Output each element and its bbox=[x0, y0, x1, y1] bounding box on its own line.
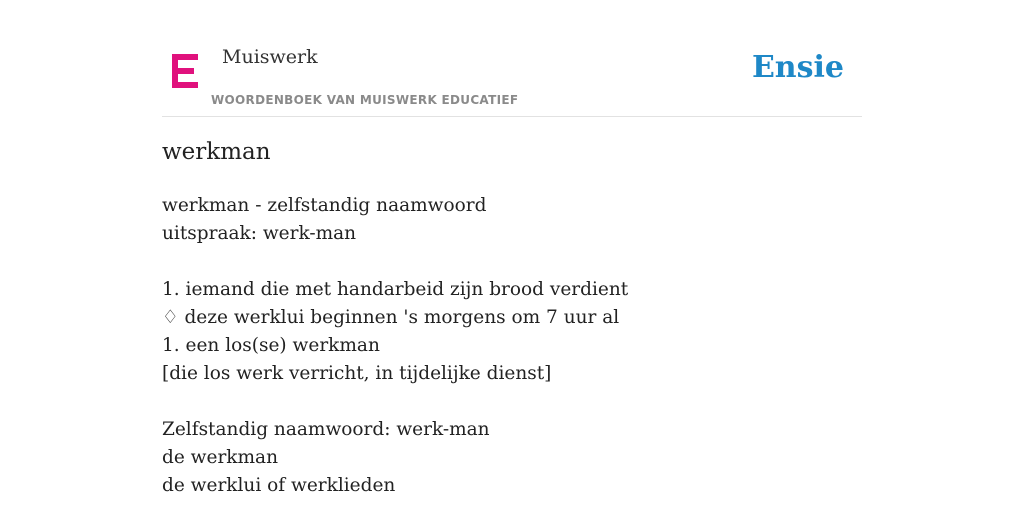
definition-line bbox=[162, 248, 862, 276]
logo-bar-top bbox=[172, 54, 198, 60]
definition-line: 1. iemand die met handarbeid zijn brood verdient bbox=[162, 279, 629, 300]
site-subtitle: WOORDENBOEK VAN MUISWERK EDUCATIEF bbox=[211, 93, 519, 107]
logo-bar-bottom bbox=[172, 82, 198, 88]
ensie-brand-link[interactable]: Ensie bbox=[751, 50, 844, 85]
definition-line: de werkman bbox=[162, 447, 278, 468]
definition-line: de werklui of werklieden bbox=[162, 475, 396, 496]
definition-line: uitspraak: werk-man bbox=[162, 223, 357, 244]
page-title: werkman bbox=[162, 139, 271, 165]
definition-line: [die los werk verricht, in tijdelijke dienst] bbox=[162, 363, 552, 384]
definition-line: werkman - zelfstandig naamwoord bbox=[162, 195, 487, 216]
site-header bbox=[162, 0, 862, 117]
definition-body bbox=[162, 192, 862, 500]
muiswerk-logo-icon[interactable] bbox=[172, 54, 200, 88]
site-name-link[interactable]: Muiswerk bbox=[222, 46, 318, 68]
logo-bar-middle bbox=[172, 68, 194, 74]
definition-line: ♢ deze werklui beginnen 's morgens om 7 uur al bbox=[162, 307, 620, 328]
definition-line: Zelfstandig naamwoord: werk-man bbox=[162, 419, 490, 440]
definition-line bbox=[162, 388, 862, 416]
definition-line: 1. een los(se) werkman bbox=[162, 335, 380, 356]
